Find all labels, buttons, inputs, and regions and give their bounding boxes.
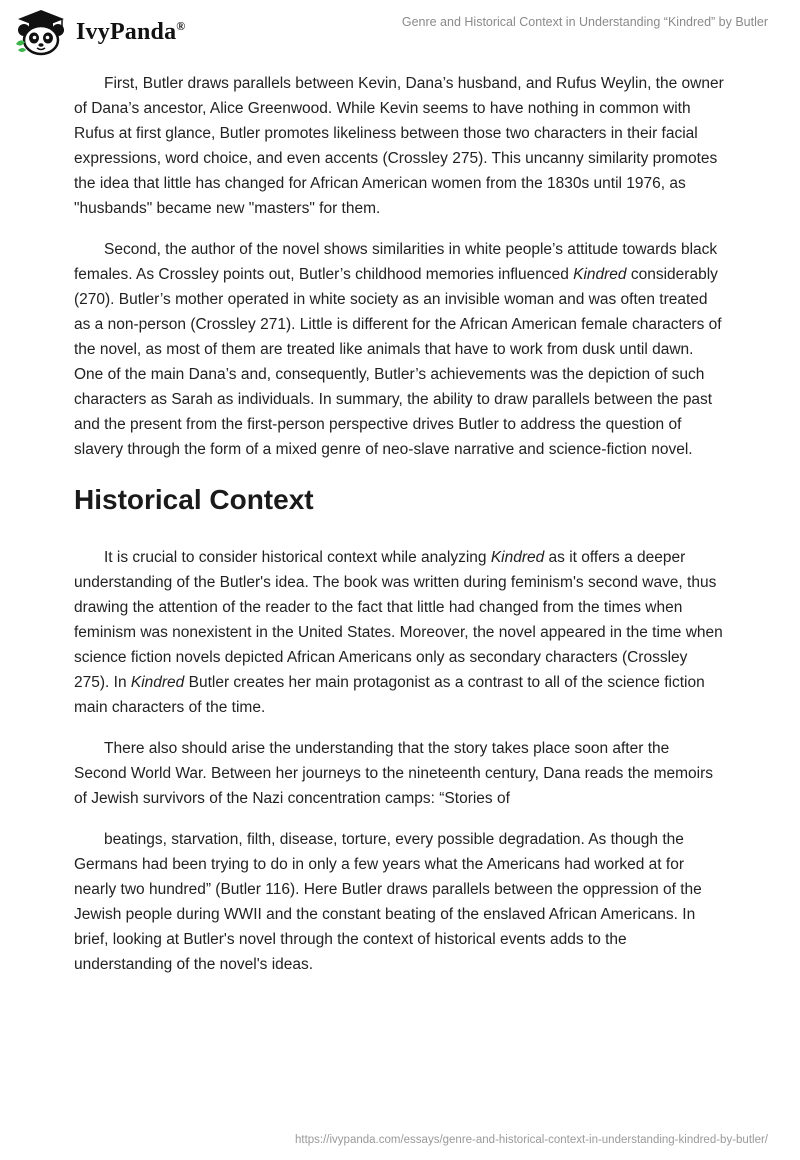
section-heading: Historical Context [74, 484, 314, 515]
document-title: Genre and Historical Context in Understanding “Kindred” by Butler [401, 15, 768, 29]
page-header [0, 0, 800, 60]
paragraph-2: Second, the author of the novel shows similarities in white people’s attitude towards black females. As Crossley points out, Butler’s childhood memories influenced Kindred considerably (270). Butler’s mother operated in white society as an invisible woman and was often treated as a non-person (Crossley 271). Little is different for the African American female characters of the novel, as most of them are treated like animals that have to work from dusk until dawn. One of the main Dana’s and, consequently, Butler’s achievements was the depiction of such characters as Sarah as individuals. In summary, the ability to draw parallels between the past and the present from the first-person perspective drives Butler to address the question of slavery through the form of a mixed genre of neo-slave narrative and science-fiction novel. [74, 241, 722, 458]
logo[interactable] [14, 8, 185, 56]
paragraph-3: It is crucial to consider historical context while analyzing Kindred as it offers a deeper understanding of the Butler's idea. The book was written during feminism's second wave, thus drawing the attention of the reader to the fact that little had changed from the times when feminism was nonexistent in the United States. Moreover, the novel appeared in the time when science fiction novels depicted African Americans only as secondary characters (Crossley 275). In Kindred Butler creates her main protagonist as a contrast to all of the science fiction main characters of the time. [74, 549, 723, 716]
essay-body [74, 71, 726, 993]
paragraph-5: beatings, starvation, filth, disease, torture, every possible degradation. As though the Germans had been trying to do in only a few years what the Americans had worked at for nearly two hundred” (Butler 116). Here Butler draws parallels between the oppression of the Jewish people during WWII and the constant beating of the enslaved African Americans. In brief, looking at Butler's novel through the context of historical events adds to the understanding of the novel's ideas. [74, 831, 702, 973]
paragraph-1: First, Butler draws parallels between Kevin, Dana’s husband, and Rufus Weylin, the owner of Dana’s ancestor, Alice Greenwood. While Kevin seems to have nothing in common with Rufus at first glance, Butler promotes likeliness between those two characters in their facial expressions, word choice, and even accents (Crossley 275). This uncanny similarity promotes the idea that little has changed for African American women from the 1830s until 1976, as "husbands" became new "masters" for them. [74, 75, 724, 217]
panda-logo-icon [14, 8, 68, 56]
brand-name: IvyPanda® [76, 18, 186, 45]
paragraph-4: There also should arise the understanding that the story takes place soon after the Second World War. Between her journeys to the nineteenth century, Dana reads the memoirs of Jewish survivors of the Nazi concentration camps: “Stories of [74, 740, 713, 807]
source-url[interactable]: https://ivypanda.com/essays/genre-and-historical-context-in-understanding-kindred-by-butler/ [294, 1134, 768, 1146]
